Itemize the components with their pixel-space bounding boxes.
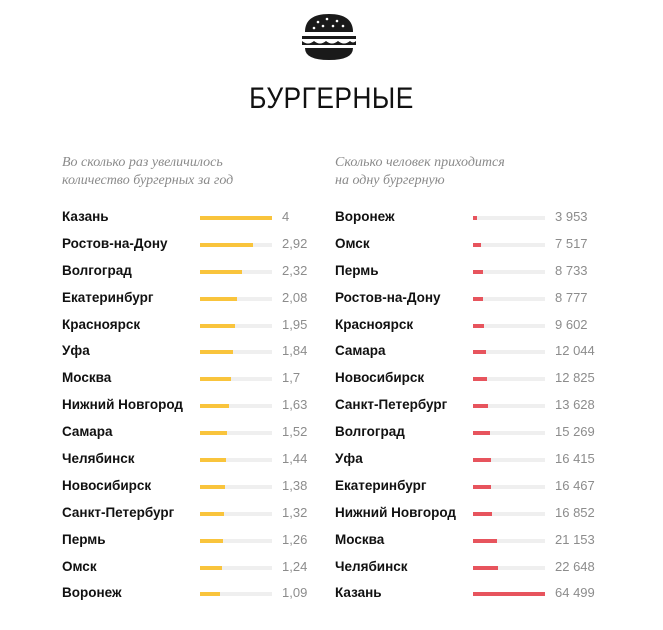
people-bar-track [473,350,545,354]
growth-bar [200,297,237,301]
growth-bar [200,458,226,462]
people-city-label: Екатеринбург [335,477,427,493]
people-row [335,527,605,554]
people-bar-track [473,566,545,570]
growth-value-label: 1,84 [282,343,308,359]
page-title: БУРГЕРНЫЕ [249,82,414,115]
growth-bar-track [200,350,272,354]
people-value-label: 13 628 [555,397,595,413]
people-city-label: Волгоград [335,424,405,440]
growth-bar [200,539,223,543]
people-value-label: 16 852 [555,504,595,520]
growth-city-label: Красноярск [62,316,141,332]
growth-bar-track [200,377,272,381]
people-row [335,231,605,258]
people-bar [473,216,477,220]
people-value-label: 16 415 [555,451,595,467]
growth-city-label: Новосибирск [62,477,152,493]
people-bar-track [473,270,545,274]
people-city-label: Пермь [335,262,379,278]
growth-row [62,554,322,581]
growth-value-label: 1,44 [282,451,308,467]
growth-chart [62,204,322,607]
people-bar [473,377,487,381]
people-bar-track [473,404,545,408]
growth-row [62,580,322,607]
people-row [335,500,605,527]
growth-row [62,527,322,554]
growth-bar-track [200,324,272,328]
growth-value-label: 4 [282,209,290,224]
people-bar-track [473,377,545,381]
people-value-label: 8 733 [555,262,588,278]
growth-bar [200,270,242,274]
growth-city-label: Казань [62,209,109,224]
people-row [335,312,605,339]
people-row [335,473,605,500]
growth-row [62,446,322,473]
growth-value-label: 1,26 [282,531,308,547]
growth-city-label: Воронеж [62,585,122,601]
growth-bar-track [200,592,272,596]
growth-city-label: Санкт-Петербург [62,504,175,520]
people-city-label: Челябинск [335,558,408,574]
growth-row [62,285,322,312]
people-row [335,419,605,446]
people-bar [473,539,497,543]
growth-row [62,204,322,231]
people-bar-track [473,485,545,489]
people-bar-track [473,297,545,301]
growth-value-label: 1,63 [282,397,308,413]
growth-city-label: Пермь [62,531,106,547]
people-value-label: 12 825 [555,370,595,386]
growth-bar-track [200,458,272,462]
people-bar-track [473,592,545,596]
people-value-label: 12 044 [555,343,595,359]
growth-bar [200,431,227,435]
people-bar-track [473,216,545,220]
growth-row [62,392,322,419]
growth-city-label: Челябинск [62,451,135,467]
growth-bar-track [200,431,272,435]
burger-icon [296,10,362,66]
people-city-label: Казань [335,585,382,601]
growth-value-label: 1,24 [282,558,308,574]
people-bar [473,592,545,596]
people-bar-track [473,539,545,543]
growth-bar [200,350,233,354]
growth-bar [200,592,220,596]
people-value-label: 9 602 [555,316,588,332]
people-value-label: 15 269 [555,424,595,440]
growth-row [62,419,322,446]
people-bar [473,243,481,247]
left-subtitle [62,154,233,190]
people-row [335,554,605,581]
people-bar [473,485,491,489]
growth-value-label: 1,7 [282,370,301,386]
growth-value-label: 1,38 [282,477,308,493]
people-bar-track [473,324,545,328]
people-bar [473,512,492,516]
people-value-label: 16 467 [555,477,595,493]
people-bar [473,350,486,354]
growth-row [62,338,322,365]
growth-row [62,258,322,285]
people-value-label: 21 153 [555,531,595,547]
growth-city-label: Москва [62,370,112,386]
growth-bar [200,485,225,489]
growth-row [62,500,322,527]
people-bar [473,324,484,328]
people-row [335,580,605,607]
growth-row [62,231,322,258]
growth-city-label: Ростов-на-Дону [62,235,168,251]
people-value-label: 3 953 [555,209,588,224]
growth-bar [200,377,231,381]
people-row [335,338,605,365]
growth-city-label: Нижний Новгород [62,397,183,413]
people-city-label: Самара [335,343,386,359]
people-per-burger-chart [335,204,605,607]
people-row [335,258,605,285]
people-row [335,204,605,231]
right-subtitle-line-2: на одну бургерную [335,173,445,188]
growth-city-label: Екатеринбург [62,289,154,305]
people-city-label: Омск [335,235,370,251]
people-bar [473,270,483,274]
growth-row [62,365,322,392]
growth-value-label: 1,95 [282,316,308,332]
people-value-label: 22 648 [555,558,595,574]
growth-city-label: Омск [62,558,97,574]
growth-bar-track [200,216,272,220]
growth-bar-track [200,243,272,247]
people-city-label: Санкт-Петербург [335,397,448,413]
people-bar-track [473,458,545,462]
people-bar [473,566,498,570]
growth-value-label: 1,52 [282,424,308,440]
growth-bar-track [200,566,272,570]
people-bar [473,297,483,301]
growth-city-label: Волгоград [62,262,132,278]
people-bar [473,404,488,408]
people-city-label: Нижний Новгород [335,504,456,520]
growth-value-label: 1,09 [282,585,308,601]
growth-row [62,312,322,339]
growth-city-label: Уфа [62,343,90,359]
people-row [335,285,605,312]
growth-value-label: 2,92 [282,235,308,251]
people-value-label: 64 499 [555,585,595,601]
people-value-label: 7 517 [555,235,588,251]
people-row [335,365,605,392]
left-subtitle-line-2: количество бургерных за год [62,173,234,188]
people-row [335,392,605,419]
growth-bar-track [200,270,272,274]
growth-value-label: 2,08 [282,289,308,305]
growth-bar-track [200,539,272,543]
right-subtitle-line-1: Сколько человек приходится [335,155,505,170]
people-city-label: Воронеж [335,209,395,224]
people-bar-track [473,512,545,516]
growth-row [62,473,322,500]
people-city-label: Ростов-на-Дону [335,289,441,305]
growth-bar-track [200,512,272,516]
people-bar [473,431,490,435]
growth-bar [200,566,222,570]
growth-bar [200,512,224,516]
growth-bar [200,324,235,328]
growth-bar [200,243,253,247]
growth-bar [200,216,272,220]
growth-bar [200,404,229,408]
people-value-label: 8 777 [555,289,588,305]
people-city-label: Уфа [335,451,363,467]
growth-bar-track [200,485,272,489]
people-row [335,446,605,473]
left-subtitle-line-1: Во сколько раз увеличилось [62,155,223,170]
right-subtitle [335,154,505,190]
growth-value-label: 2,32 [282,262,308,278]
people-bar-track [473,243,545,247]
growth-value-label: 1,32 [282,504,308,520]
people-bar-track [473,431,545,435]
people-city-label: Красноярск [335,316,414,332]
growth-bar-track [200,404,272,408]
growth-bar-track [200,297,272,301]
people-city-label: Новосибирск [335,370,425,386]
people-bar [473,458,491,462]
people-city-label: Москва [335,531,385,547]
growth-city-label: Самара [62,424,113,440]
